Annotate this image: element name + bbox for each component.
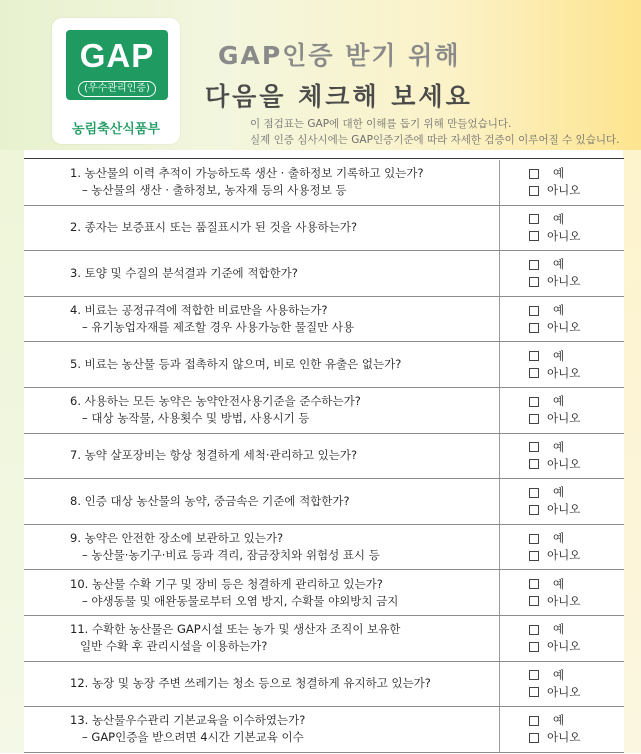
no-checkbox[interactable]: [529, 687, 539, 697]
right-background: [623, 150, 641, 753]
checklist-row: [24, 160, 624, 206]
yes-checkbox[interactable]: [529, 579, 539, 589]
no-label: 아니오: [547, 183, 581, 198]
question-text: 5. 비료는 농산물 등과 접촉하지 않으며, 비로 인한 유출은 없는가?: [70, 357, 402, 372]
no-checkbox[interactable]: [529, 596, 539, 606]
gap-logo-mark: [66, 30, 168, 100]
question-cell: [24, 616, 500, 661]
no-option[interactable]: [529, 319, 580, 336]
no-checkbox[interactable]: [529, 551, 539, 561]
question-detail: – 대상 농작물, 사용횟수 및 방법, 사용시기 등: [82, 411, 310, 426]
question-cell: [24, 570, 500, 615]
no-checkbox[interactable]: [529, 733, 539, 743]
page-subtitle: 다음을 체크해 보세요: [205, 82, 473, 111]
checklist-row: [24, 206, 624, 252]
yes-checkbox[interactable]: [529, 716, 539, 726]
yes-option[interactable]: [529, 439, 580, 456]
answer-cell: [529, 251, 580, 296]
yes-label: 예: [553, 394, 565, 409]
question-detail: – 농산물의 생산 · 출하정보, 농자재 등의 사용정보 등: [82, 183, 347, 198]
no-option[interactable]: [529, 410, 580, 427]
gap-logo-text: GAP: [79, 37, 155, 74]
no-checkbox[interactable]: [529, 186, 539, 196]
yes-label: 예: [553, 439, 565, 454]
checklist-row: [24, 662, 624, 708]
question-cell: [24, 434, 500, 479]
answer-cell: [529, 570, 580, 615]
no-option[interactable]: [529, 501, 580, 518]
no-label: 아니오: [547, 639, 581, 654]
question-text: 9. 농약은 안전한 장소에 보관하고 있는가?: [70, 531, 284, 546]
yes-checkbox[interactable]: [529, 625, 539, 635]
answer-cell: [529, 388, 580, 433]
yes-checkbox[interactable]: [529, 488, 539, 498]
no-label: 아니오: [547, 365, 581, 380]
no-label: 아니오: [547, 593, 581, 608]
answer-cell: [529, 525, 580, 570]
question-cell: [24, 206, 500, 251]
no-label: 아니오: [547, 730, 581, 745]
yes-label: 예: [553, 531, 565, 546]
question-text: 10. 농산물 수확 기구 및 장비 등은 청결하게 관리하고 있는가?: [70, 576, 383, 591]
no-label: 아니오: [547, 684, 581, 699]
no-label: 아니오: [547, 228, 581, 243]
yes-label: 예: [553, 348, 565, 363]
ministry-name: 농림축산식품부: [72, 122, 160, 137]
yes-label: 예: [553, 576, 565, 591]
answer-cell: [529, 206, 580, 251]
no-checkbox[interactable]: [529, 323, 539, 333]
yes-option[interactable]: [529, 712, 580, 729]
no-option[interactable]: [529, 182, 580, 199]
checklist-row: [24, 297, 624, 343]
question-detail: – 유기농업자재를 제조할 경우 사용가능한 물질만 사용: [82, 320, 355, 335]
no-option[interactable]: [529, 684, 580, 701]
answer-cell: [529, 616, 580, 661]
question-cell: [24, 479, 500, 524]
no-checkbox[interactable]: [529, 459, 539, 469]
question-cell: [24, 160, 500, 205]
yes-checkbox[interactable]: [529, 397, 539, 407]
question-cell: [24, 662, 500, 707]
answer-cell: [529, 160, 580, 205]
yes-checkbox[interactable]: [529, 306, 539, 316]
no-label: 아니오: [547, 502, 581, 517]
yes-option[interactable]: [529, 530, 580, 547]
no-checkbox[interactable]: [529, 642, 539, 652]
yes-label: 예: [553, 485, 565, 500]
checklist-row: [24, 388, 624, 434]
no-checkbox[interactable]: [529, 231, 539, 241]
checklist-row: [24, 525, 624, 571]
yes-option[interactable]: [529, 576, 580, 593]
question-cell: [24, 251, 500, 296]
checklist-row: [24, 342, 624, 388]
no-option[interactable]: [529, 729, 580, 746]
question-text: 6. 사용하는 모든 농약은 농약안전사용기준을 준수하는가?: [70, 394, 361, 409]
yes-label: 예: [553, 211, 565, 226]
yes-label: 예: [553, 303, 565, 318]
question-text: 7. 농약 살포장비는 항상 청결하게 세척·관리하고 있는가?: [70, 448, 358, 463]
left-background: [0, 150, 24, 753]
yes-label: 예: [553, 713, 565, 728]
no-option[interactable]: [529, 638, 580, 655]
no-checkbox[interactable]: [529, 414, 539, 424]
no-label: 아니오: [547, 274, 581, 289]
question-detail: – 야생동물 및 애완동물로부터 오염 방지, 수확물 야외방치 금지: [82, 593, 399, 608]
intro-text-line-1: 이 점검표는 GAP에 대한 이해를 돕기 위해 만들었습니다.: [250, 118, 512, 130]
question-text: 12. 농장 및 농장 주변 쓰레기는 청소 등으로 청결하게 유지하고 있는가?: [70, 676, 431, 691]
question-text: 8. 인증 대상 농산물의 농약, 중금속은 기준에 적합한가?: [70, 493, 350, 508]
no-label: 아니오: [547, 411, 581, 426]
checklist-row: [24, 616, 624, 662]
question-cell: [24, 342, 500, 387]
checklist-row: [24, 479, 624, 525]
no-option[interactable]: [529, 228, 580, 245]
answer-cell: [529, 297, 580, 342]
no-option[interactable]: [529, 273, 580, 290]
yes-option[interactable]: [529, 302, 580, 319]
yes-option[interactable]: [529, 211, 580, 228]
question-detail: – 농산물·농기구·비료 등과 격리, 잠금장치와 위험성 표시 등: [82, 548, 380, 563]
yes-label: 예: [553, 166, 565, 181]
question-text: 1. 농산물의 이력 추적이 가능하도록 생산 · 출하정보 기록하고 있는가?: [70, 166, 424, 181]
question-text: 3. 토양 및 수질의 분석결과 기준에 적합한가?: [70, 265, 298, 280]
question-detail: – GAP인증을 받으려면 4시간 기본교육 이수: [82, 730, 304, 745]
answer-cell: [529, 479, 580, 524]
checklist-row: [24, 251, 624, 297]
checklist-row: [24, 570, 624, 616]
question-text: 11. 수확한 농산물은 GAP시설 또는 농가 및 생산자 조직이 보유한: [70, 622, 401, 637]
answer-cell: [529, 707, 580, 752]
no-option[interactable]: [529, 456, 580, 473]
yes-option[interactable]: [529, 256, 580, 273]
yes-label: 예: [553, 667, 565, 682]
answer-cell: [529, 662, 580, 707]
yes-checkbox[interactable]: [529, 214, 539, 224]
no-checkbox[interactable]: [529, 368, 539, 378]
page-title: GAP인증 받기 위해: [218, 41, 461, 70]
yes-checkbox[interactable]: [529, 534, 539, 544]
no-checkbox[interactable]: [529, 505, 539, 515]
question-cell: [24, 388, 500, 433]
yes-checkbox[interactable]: [529, 670, 539, 680]
no-option[interactable]: [529, 593, 580, 610]
checklist-row: [24, 707, 624, 753]
yes-label: 예: [553, 257, 565, 272]
no-option[interactable]: [529, 365, 580, 382]
answer-cell: [529, 342, 580, 387]
no-checkbox[interactable]: [529, 277, 539, 287]
question-text: 4. 비료는 공정규격에 적합한 비료만을 사용하는가?: [70, 303, 328, 318]
yes-option[interactable]: [529, 667, 580, 684]
checklist-row: [24, 434, 624, 480]
no-label: 아니오: [547, 320, 581, 335]
question-cell: [24, 297, 500, 342]
gap-logo-subtitle: (우수관리인증): [78, 81, 156, 97]
no-label: 아니오: [547, 456, 581, 471]
question-cell: [24, 525, 500, 570]
yes-checkbox[interactable]: [529, 351, 539, 361]
yes-option[interactable]: [529, 484, 580, 501]
yes-checkbox[interactable]: [529, 260, 539, 270]
intro-text-line-2: 실제 인증 심사시에는 GAP인증기준에 따라 자세한 검증이 이루어질 수 있습니다.: [250, 134, 620, 146]
question-detail: 일반 수확 후 관리시설을 이용하는가?: [80, 639, 268, 654]
question-cell: [24, 707, 500, 752]
no-option[interactable]: [529, 547, 580, 564]
yes-option[interactable]: [529, 165, 580, 182]
yes-checkbox[interactable]: [529, 442, 539, 452]
yes-option[interactable]: [529, 621, 580, 638]
yes-checkbox[interactable]: [529, 169, 539, 179]
question-text: 2. 종자는 보증표시 또는 품질표시가 된 것을 사용하는가?: [70, 220, 358, 235]
question-text: 13. 농산물우수관리 기본교육을 이수하였는가?: [70, 713, 306, 728]
yes-label: 예: [553, 622, 565, 637]
answer-cell: [529, 434, 580, 479]
yes-option[interactable]: [529, 348, 580, 365]
yes-option[interactable]: [529, 393, 580, 410]
no-label: 아니오: [547, 548, 581, 563]
